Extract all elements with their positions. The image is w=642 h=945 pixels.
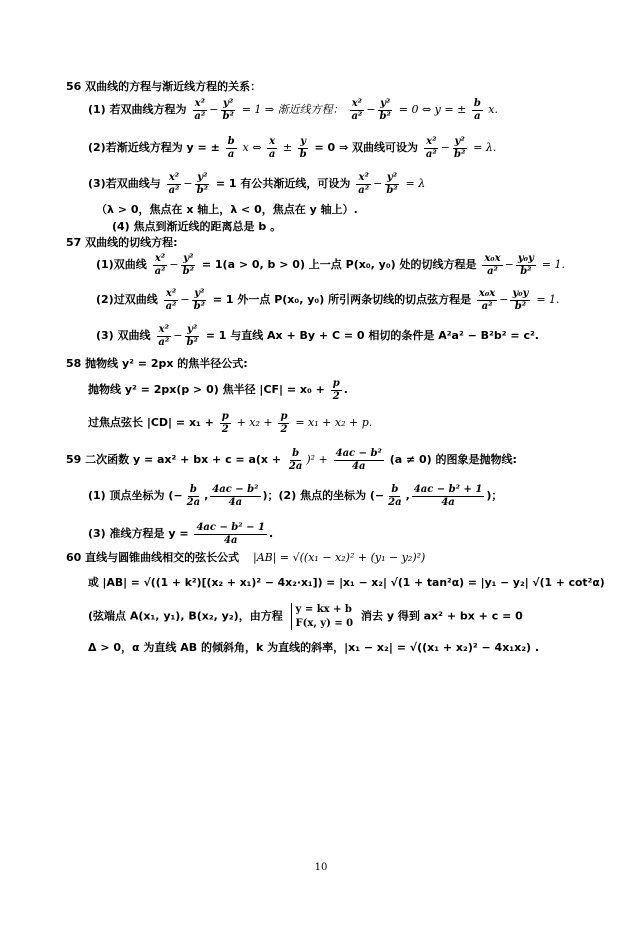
s56-line-2: (2)若渐近线方程为 y = ± $\frac{b}{a}$ x ⇔ $\frac{x}{a}$ ± $\frac{y}{b}$ = 0 ⇒ 双曲线可设为 $\frac{\text{x²}}{\text{a²}}$ − $\frac{\text{y²}}{\text{b²}}$ = λ. [88,136,497,160]
s56-l2-pm: ± [279,141,296,154]
s56-line-3: (3)若双曲线与 $\frac{\text{x²}}{\text{a²}}$ − $\frac{\text{y²}}{\text{b²}}$ = 1 有公共渐近线，可设为 $\frac{\text{x²}}{\text{a²}}$ − $\frac{\text{y²}}{\text{b²}}$ = λ [88,172,426,196]
frac-y2-b2: $\frac{\text{y²}}{\text{b²}}$ [453,136,466,160]
s56-l1-pre: (1) 若双曲线方程为 [88,103,187,116]
frac-p-2: $\frac{p}{2}$ [280,411,288,435]
s57-l2-mid: = 1 外一点 P(x₀, y₀) 所引两条切线的切点弦方程是 [212,293,472,306]
s60-title-formula: |AB| = √((x₁ − x₂)² + (y₁ − y₂)²) [252,551,426,564]
frac-b-2a: $\frac{b}{2a}$ [388,484,402,508]
s59-title-pre: 59 二次函数 y = ax² + bx + c = a(x + [66,453,282,466]
s56-l2-end: = λ. [473,141,497,154]
section-59-title [66,448,517,472]
s56-l1-mid: = 1 ⇒ 渐近线方程： [241,103,344,116]
s59-l1-comma2: , [405,489,410,502]
frac-y2-b2: $\frac{\text{y²}}{\text{b²}}$ [196,172,209,196]
frac-x0x-a2: $\frac{\text{x₀x}}{\text{a²}}$ [484,253,501,277]
frac-4ac-b2-plus1-4a: $\frac{\text{4ac − b² + 1}}{4a}$ [413,484,483,508]
s57-l1-end: = 1. [541,258,565,271]
s60-title-pre: 60 直线与圆锥曲线相交的弦长公式 [66,551,240,564]
s57-l1-pre: (1)双曲线 [96,258,147,271]
s59-l1-comma: , [204,489,209,502]
s59-l1-pre: (1) 顶点坐标为 (− [88,489,183,502]
section-57-title: 57 双曲线的切线方程: [66,236,178,249]
frac-y0y-b2: $\frac{\text{y₀y}}{\text{b²}}$ [517,253,534,277]
s59-l1-mid2: )；(2) 焦点的坐标为 (− [262,489,385,502]
s60-line-3: Δ > 0，α 为直线 AB 的倾斜角，k 为直线的斜率，|x₁ − x₂| = √((x₁ + x₂)² − 4x₁x₂) . [88,641,540,654]
frac-x2-a2: $\frac{\text{x²}}{\text{a²}}$ [358,172,370,196]
s59-l2-end: . [268,527,274,540]
frac-x2-a2: $\frac{\text{x²}}{\text{a²}}$ [158,324,170,348]
s58-l1-pre: 抛物线 y² = 2px(p > 0) 焦半径 |CF| = x₀ + [88,383,325,396]
frac-b-2a: $\frac{b}{2a}$ [186,484,201,508]
frac-b-2a: $\frac{b}{2a}$ [288,448,303,472]
frac-4ac-b2-4a: $\frac{\text{4ac − b²}}{4a}$ [335,448,382,472]
sys-bottom: F(x, y) = 0 [295,617,354,629]
s57-l1-mid: = 1(a > 0, b > 0) 上一点 P(x₀, y₀) 处的切线方程是 [201,258,477,271]
s57-l2-pre: (2)过双曲线 [96,293,158,306]
s59-l1-end: )； [486,489,503,502]
frac-y2-b2: $\frac{\text{y²}}{\text{b²}}$ [182,253,195,277]
s60-line-2 [88,603,523,630]
section-56-title: 56 双曲线的方程与渐近线方程的关系： [66,80,262,93]
s56-l1-post: = 0 ⇔ y = ± [398,103,470,116]
s59-title-end: (a ≠ 0) 的图象是抛物线: [389,453,517,466]
frac-p-2: $\frac{p}{2}$ [221,411,229,435]
frac-b-a: $\frac{b}{a}$ [473,98,481,122]
frac-y2-b2: $\frac{\text{y²}}{\text{b²}}$ [193,288,206,312]
s58-l2-end: = x₁ + x₂ + p. [295,416,373,429]
s56-l2-mid3: = 0 ⇒ 双曲线可设为 [314,141,419,154]
frac-x2-a2: $\frac{\text{x²}}{\text{a²}}$ [194,98,206,122]
frac-x2-a2: $\frac{\text{x²}}{\text{a²}}$ [154,253,166,277]
s59-line-1 [88,484,502,508]
frac-x2-a2: $\frac{\text{x²}}{\text{a²}}$ [165,288,177,312]
s60-l2-pre: (弦端点 A(x₁, y₁), B(x₂, y₂)，由方程 [88,609,283,623]
s56-l2-mid: x ⇔ [242,141,265,154]
s57-l3-pre: (3) 双曲线 [96,329,151,342]
frac-y0y-b2: $\frac{\text{y₀y}}{\text{b²}}$ [512,288,529,312]
s60-line-1: 或 |AB| = √((1 + k²)[(x₂ + x₁)² − 4x₂·x₁]) = |x₁ − x₂| √(1 + tan²α) = |y₁ − y₂| √(1 + cot²α) [88,576,605,589]
frac-4ac-b2-minus1-4a: $\frac{\text{4ac − b² − 1}}{4a}$ [196,522,265,546]
s56-line-1: (1) 若双曲线方程为 $\frac{\text{x²}}{\text{a²}}$ − $\frac{\text{y²}}{\text{b²}}$ = 1 ⇒ 渐近线方程： $\frac{\text{x²}}{\text{a²}}$ − $\frac{\text{y²}}{\text{b²}}$ = 0 ⇔ y = ± $\frac{b}{a}$ x. [88,98,499,122]
s58-l2-pre: 过焦点弦长 |CD| = x₁ + [88,416,214,429]
s60-l2-end: 消去 y 得到 ax² + bx + c = 0 [361,609,523,623]
frac-y2-b2: $\frac{\text{y²}}{\text{b²}}$ [386,172,398,196]
s56-l3-end: = λ [405,177,426,190]
frac-y-b: $\frac{y}{b}$ [299,136,307,160]
s59-l2-pre: (3) 准线方程是 y = [88,527,189,540]
frac-4ac-b2-4a: $\frac{\text{4ac − b²}}{4a}$ [212,484,259,508]
frac-y2-b2: $\frac{\text{y²}}{\text{b²}}$ [379,98,391,122]
s57-line-2: (2)过双曲线 $\frac{\text{x²}}{\text{a²}}$ − $\frac{\text{y²}}{\text{b²}}$ = 1 外一点 P(x₀, y₀) 所引两条切线的切点弦方程是 $\frac{\text{x₀x}}{\text{a²}}$ − $\frac{\text{y₀y}}{\text{b²}}$ = 1. [96,288,560,312]
s56-l2-pre: (2)若渐近线方程为 y = ± [88,141,220,154]
s57-l2-end: = 1. [536,293,560,306]
s58-l1-end: . [343,383,348,396]
s57-l3-end: = 1 与直线 Ax + By + C = 0 相切的条件是 A²a² − B²b² = c². [205,329,539,342]
s58-l2-mid: + x₂ + [236,416,273,429]
sys-top: y = kx + b [295,604,352,615]
frac-p-2: $\frac{p}{2}$ [332,378,340,402]
page-number: 10 [314,862,328,873]
s56-line-5: (4) 焦点到渐近线的距离总是 b 。 [112,220,282,233]
s58-line-2 [88,411,372,435]
frac-x2-a2: $\frac{\text{x²}}{\text{a²}}$ [351,98,363,122]
frac-y2-b2: $\frac{\text{y²}}{\text{b²}}$ [222,98,234,122]
s57-line-3: (3) 双曲线 $\frac{\text{x²}}{\text{a²}}$ − $\frac{\text{y²}}{\text{b²}}$ = 1 与直线 Ax + By + C = 0 相切的条件是 A²a² − B²b² = c². [96,324,539,348]
frac-b-a: $\frac{b}{a}$ [227,136,235,160]
s56-line-4: （λ > 0，焦点在 x 轴上，λ < 0，焦点在 y 轴上）. [96,203,358,216]
equation-system [291,603,354,630]
s56-l3-mid: = 1 有公共渐近线，可设为 [215,177,351,190]
frac-x-a: $\frac{x}{a}$ [268,136,276,160]
frac-y2-b2: $\frac{\text{y²}}{\text{b²}}$ [186,324,198,348]
s58-line-1 [88,378,348,402]
frac-x2-a2: $\frac{\text{x²}}{\text{a²}}$ [425,136,437,160]
section-60-title [66,551,425,564]
s59-title-mid: )² + [306,453,328,466]
s56-l1-end: x. [484,103,499,116]
frac-x0x-a2: $\frac{\text{x₀x}}{\text{a²}}$ [478,288,496,312]
s59-line-2 [88,522,273,546]
section-58-title: 58 抛物线 y² = 2px 的焦半径公式: [66,357,248,370]
s57-line-1: (1)双曲线 $\frac{\text{x²}}{\text{a²}}$ − $\frac{\text{y²}}{\text{b²}}$ = 1(a > 0, b > 0) 上一点 P(x₀, y₀) 处的切线方程是 $\frac{\text{x₀x}}{\text{a²}}$ − $\frac{\text{y₀y}}{\text{b²}}$ = 1. [96,253,565,277]
frac-x2-a2: $\frac{\text{x²}}{\text{a²}}$ [168,172,180,196]
s56-l3-pre: (3)若双曲线与 [88,177,161,190]
